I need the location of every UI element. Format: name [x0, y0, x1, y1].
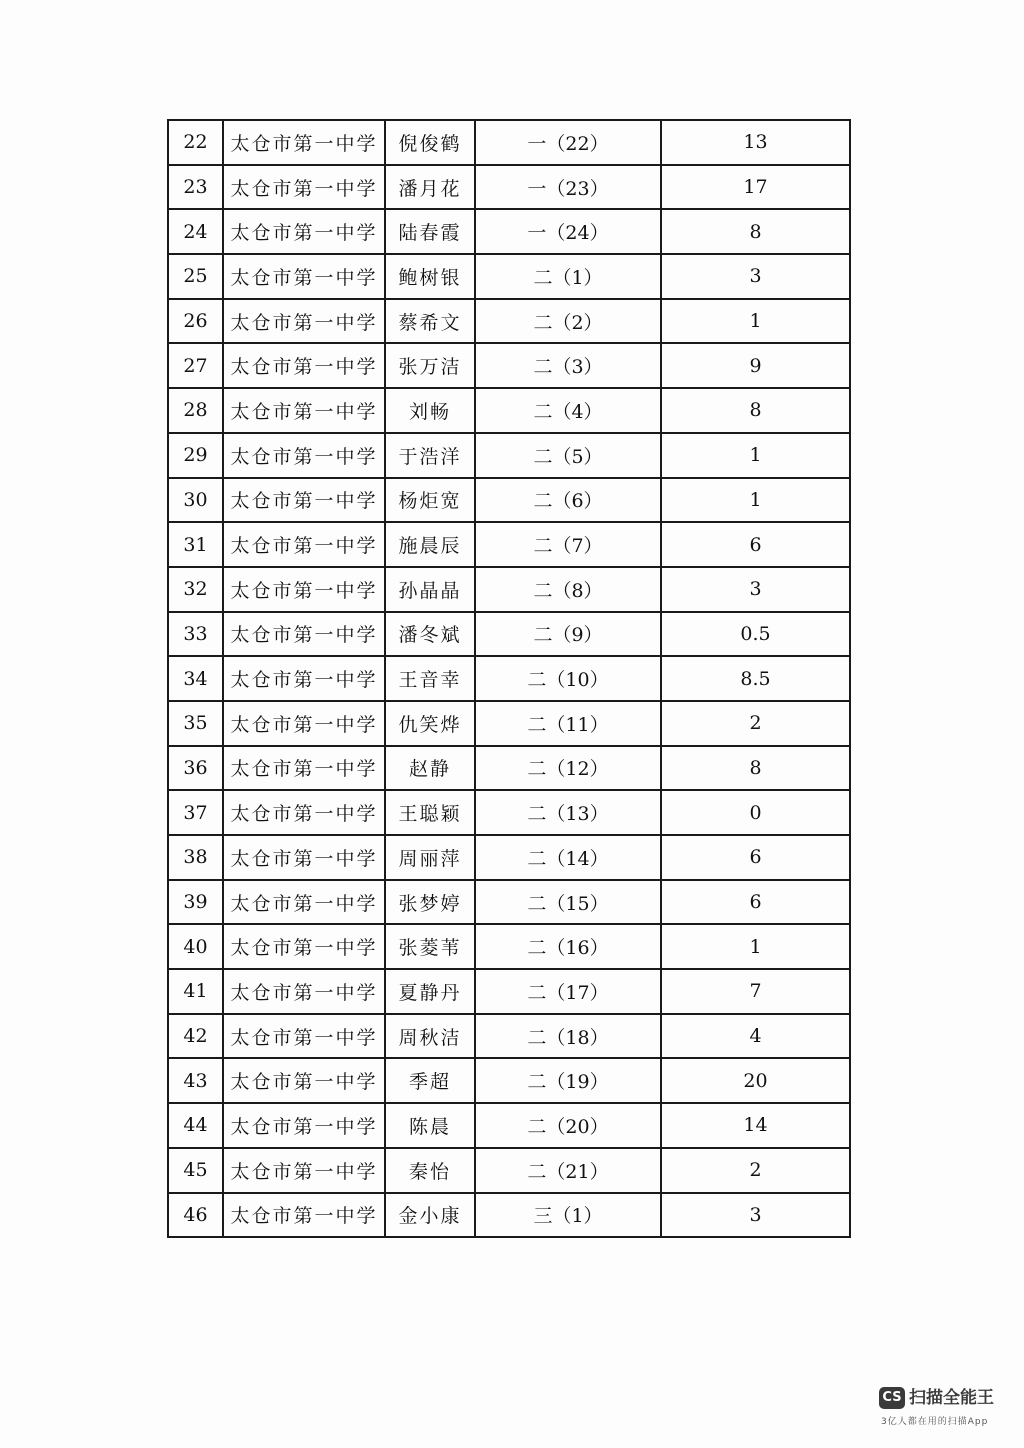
table-row [168, 388, 850, 433]
cell-school: 太仓市第一中学 [223, 120, 385, 165]
cell-number: 27 [168, 343, 223, 388]
cell-score: 6 [661, 522, 850, 567]
cell-teacher-name: 蔡希文 [385, 299, 475, 344]
cell-school: 太仓市第一中学 [223, 433, 385, 478]
table-row [168, 746, 850, 791]
watermark-app-name: 扫描全能王 [909, 1388, 994, 1408]
cell-school: 太仓市第一中学 [223, 388, 385, 433]
camscanner-logo-icon: CS [879, 1387, 905, 1409]
cell-score: 20 [661, 1058, 850, 1103]
cell-teacher-name: 王音幸 [385, 656, 475, 701]
cell-class: 二（7） [475, 522, 661, 567]
cell-score: 8 [661, 746, 850, 791]
cell-number: 30 [168, 478, 223, 523]
cell-number: 42 [168, 1014, 223, 1059]
cell-teacher-name: 周丽萍 [385, 835, 475, 880]
cell-teacher-name: 刘畅 [385, 388, 475, 433]
cell-school: 太仓市第一中学 [223, 701, 385, 746]
cell-class: 二（10） [475, 656, 661, 701]
watermark-slogan: 3亿人都在用的扫描App [881, 1417, 989, 1427]
cell-teacher-name: 周秋洁 [385, 1014, 475, 1059]
cell-score: 8.5 [661, 656, 850, 701]
cell-class: 二（12） [475, 746, 661, 791]
cell-number: 38 [168, 835, 223, 880]
cell-teacher-name: 张菱苇 [385, 924, 475, 969]
cell-school: 太仓市第一中学 [223, 969, 385, 1014]
table-row [168, 790, 850, 835]
cell-score: 2 [661, 701, 850, 746]
cell-teacher-name: 秦怡 [385, 1148, 475, 1193]
cell-number: 26 [168, 299, 223, 344]
table-row [168, 120, 850, 165]
cell-school: 太仓市第一中学 [223, 656, 385, 701]
cell-teacher-name: 孙晶晶 [385, 567, 475, 612]
cell-class: 二（19） [475, 1058, 661, 1103]
cell-teacher-name: 施晨辰 [385, 522, 475, 567]
cell-score: 4 [661, 1014, 850, 1059]
table-row [168, 254, 850, 299]
cell-teacher-name: 张万洁 [385, 343, 475, 388]
cell-number: 29 [168, 433, 223, 478]
cell-class: 二（17） [475, 969, 661, 1014]
cell-score: 2 [661, 1148, 850, 1193]
cell-score: 3 [661, 254, 850, 299]
cell-score: 14 [661, 1103, 850, 1148]
cell-class: 二（15） [475, 880, 661, 925]
table-row [168, 1103, 850, 1148]
cell-school: 太仓市第一中学 [223, 209, 385, 254]
cell-score: 6 [661, 880, 850, 925]
cell-teacher-name: 潘月花 [385, 165, 475, 210]
cell-number: 23 [168, 165, 223, 210]
cell-school: 太仓市第一中学 [223, 1193, 385, 1238]
cell-score: 1 [661, 924, 850, 969]
table-row [168, 433, 850, 478]
table-row [168, 1058, 850, 1103]
cell-score: 3 [661, 1193, 850, 1238]
cell-number: 37 [168, 790, 223, 835]
cell-class: 二（16） [475, 924, 661, 969]
table-row [168, 1014, 850, 1059]
cell-score: 17 [661, 165, 850, 210]
cell-teacher-name: 张梦婷 [385, 880, 475, 925]
cell-class: 二（1） [475, 254, 661, 299]
cell-teacher-name: 杨炬宽 [385, 478, 475, 523]
cell-number: 41 [168, 969, 223, 1014]
table-row [168, 522, 850, 567]
cell-class: 三（1） [475, 1193, 661, 1238]
cell-class: 二（3） [475, 343, 661, 388]
cell-teacher-name: 仇笑烨 [385, 701, 475, 746]
cell-score: 1 [661, 299, 850, 344]
roster-table [167, 119, 851, 1238]
cell-number: 36 [168, 746, 223, 791]
cell-score: 6 [661, 835, 850, 880]
table-row [168, 612, 850, 657]
cell-school: 太仓市第一中学 [223, 254, 385, 299]
cell-school: 太仓市第一中学 [223, 478, 385, 523]
cell-teacher-name: 陆春霞 [385, 209, 475, 254]
cell-number: 22 [168, 120, 223, 165]
cell-teacher-name: 倪俊鹤 [385, 120, 475, 165]
table-row [168, 924, 850, 969]
table-row [168, 343, 850, 388]
cell-number: 44 [168, 1103, 223, 1148]
cell-number: 39 [168, 880, 223, 925]
scanner-watermark [879, 1387, 1004, 1437]
cell-teacher-name: 鲍树银 [385, 254, 475, 299]
cell-class: 二（20） [475, 1103, 661, 1148]
cell-class: 二（6） [475, 478, 661, 523]
cell-teacher-name: 王聪颖 [385, 790, 475, 835]
cell-school: 太仓市第一中学 [223, 1058, 385, 1103]
cell-teacher-name: 于浩洋 [385, 433, 475, 478]
cell-number: 43 [168, 1058, 223, 1103]
table-row [168, 209, 850, 254]
cell-teacher-name: 陈晨 [385, 1103, 475, 1148]
cell-score: 8 [661, 388, 850, 433]
cell-school: 太仓市第一中学 [223, 1148, 385, 1193]
cell-number: 33 [168, 612, 223, 657]
cell-number: 34 [168, 656, 223, 701]
cell-class: 一（23） [475, 165, 661, 210]
cell-number: 35 [168, 701, 223, 746]
cell-school: 太仓市第一中学 [223, 790, 385, 835]
table-row [168, 478, 850, 523]
cell-score: 3 [661, 567, 850, 612]
cell-number: 31 [168, 522, 223, 567]
cell-class: 二（4） [475, 388, 661, 433]
table-row [168, 656, 850, 701]
cell-class: 二（11） [475, 701, 661, 746]
cell-number: 32 [168, 567, 223, 612]
cell-teacher-name: 夏静丹 [385, 969, 475, 1014]
cell-school: 太仓市第一中学 [223, 299, 385, 344]
cell-number: 46 [168, 1193, 223, 1238]
cell-class: 一（24） [475, 209, 661, 254]
cell-school: 太仓市第一中学 [223, 343, 385, 388]
cell-class: 二（13） [475, 790, 661, 835]
cell-class: 二（8） [475, 567, 661, 612]
table-row [168, 880, 850, 925]
cell-school: 太仓市第一中学 [223, 1103, 385, 1148]
cell-score: 0.5 [661, 612, 850, 657]
cell-score: 13 [661, 120, 850, 165]
table-row [168, 165, 850, 210]
table-row [168, 969, 850, 1014]
cell-school: 太仓市第一中学 [223, 165, 385, 210]
cell-school: 太仓市第一中学 [223, 612, 385, 657]
cell-number: 28 [168, 388, 223, 433]
cell-number: 45 [168, 1148, 223, 1193]
cell-teacher-name: 赵静 [385, 746, 475, 791]
cell-score: 1 [661, 478, 850, 523]
cell-teacher-name: 季超 [385, 1058, 475, 1103]
cell-school: 太仓市第一中学 [223, 1014, 385, 1059]
cell-number: 40 [168, 924, 223, 969]
cell-class: 一（22） [475, 120, 661, 165]
table-row [168, 1193, 850, 1238]
cell-school: 太仓市第一中学 [223, 567, 385, 612]
cell-class: 二（21） [475, 1148, 661, 1193]
cell-score: 9 [661, 343, 850, 388]
cell-teacher-name: 金小康 [385, 1193, 475, 1238]
table-row [168, 835, 850, 880]
cell-number: 25 [168, 254, 223, 299]
cell-class: 二（9） [475, 612, 661, 657]
cell-school: 太仓市第一中学 [223, 880, 385, 925]
table-row [168, 567, 850, 612]
table-row [168, 299, 850, 344]
cell-school: 太仓市第一中学 [223, 924, 385, 969]
roster-table-body [168, 120, 850, 1237]
cell-score: 7 [661, 969, 850, 1014]
cell-class: 二（5） [475, 433, 661, 478]
cell-class: 二（14） [475, 835, 661, 880]
cell-school: 太仓市第一中学 [223, 746, 385, 791]
cell-score: 8 [661, 209, 850, 254]
cell-school: 太仓市第一中学 [223, 835, 385, 880]
cell-class: 二（18） [475, 1014, 661, 1059]
table-row [168, 1148, 850, 1193]
cell-score: 1 [661, 433, 850, 478]
table-row [168, 701, 850, 746]
cell-teacher-name: 潘冬斌 [385, 612, 475, 657]
cell-score: 0 [661, 790, 850, 835]
cell-number: 24 [168, 209, 223, 254]
cell-school: 太仓市第一中学 [223, 522, 385, 567]
cell-class: 二（2） [475, 299, 661, 344]
